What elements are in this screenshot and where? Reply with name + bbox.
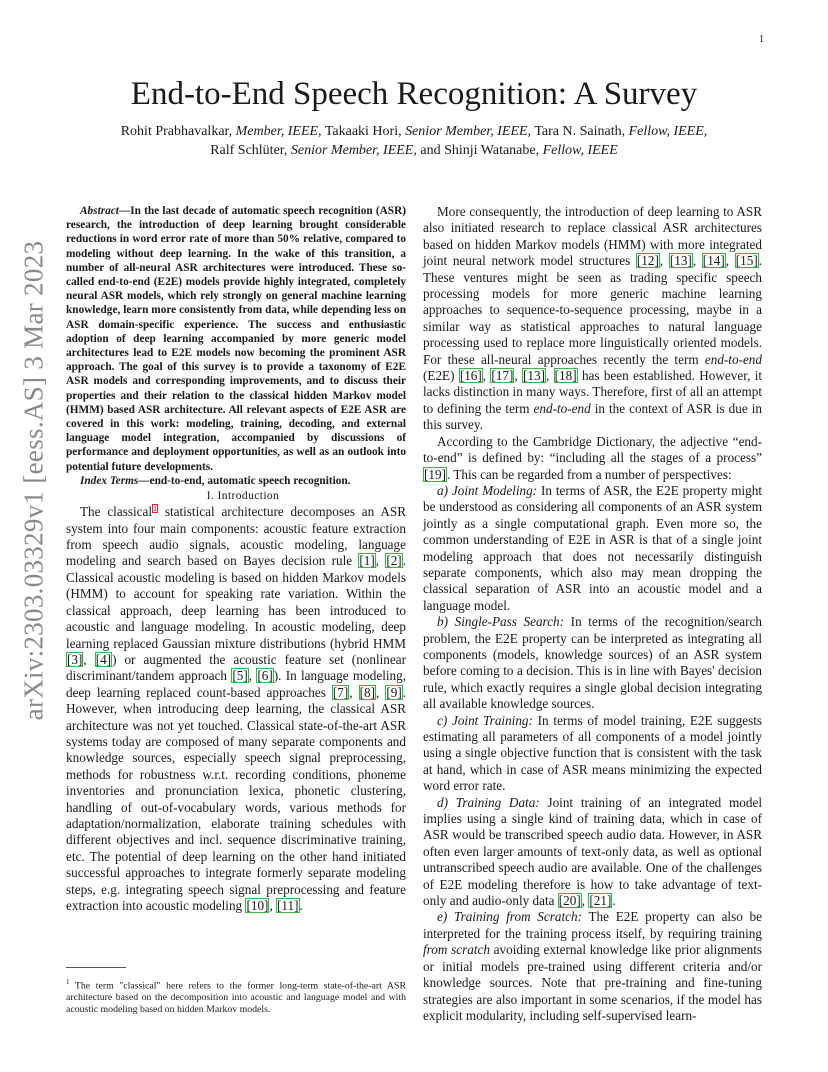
citation-link[interactable]: [8] xyxy=(359,684,375,700)
citation-link[interactable]: [18] xyxy=(554,368,577,384)
index-terms xyxy=(66,474,406,488)
paragraph-label: c) Joint Training: xyxy=(437,712,533,728)
author-name: Takaaki Hori, xyxy=(324,124,402,139)
body-paragraph: According to the Cambridge Dictionary, the adjective “end-to-end” is defined by: “including all the stages of a process” [19]. This can be regarded from a number of perspectives: xyxy=(423,433,762,482)
author-role: Fellow, IEEE, xyxy=(628,124,708,139)
paragraph-label: b) Single-Pass Search: xyxy=(437,614,565,630)
definition-joint-training: c) Joint Training: In terms of model training, E2E suggests estimating all parameters of all components of a model jointly using a single objective function that is consistent with the task at hand, which in case of ASR means minimizing the expected word error rate. xyxy=(423,712,762,794)
author-name: and Shinji Watanabe, xyxy=(420,143,540,158)
citation-link[interactable]: [12] xyxy=(636,253,659,269)
definition-single-pass-search: b) Single-Pass Search: In terms of the recognition/search problem, the E2E property can be interpreted as integrating all components (models, knowledge sources) of an ASR system before coming to a decision. This is in line with Bayes' decision rule, which exactly requires a single global decision integrating all available knowledge sources. xyxy=(423,614,762,712)
author-role: Senior Member, IEEE, xyxy=(290,143,417,158)
index-terms-text: —end-to-end, automatic speech recognition. xyxy=(138,474,351,487)
citation-link[interactable]: [19] xyxy=(424,466,446,482)
arxiv-stamp xyxy=(14,240,54,720)
paragraph-label: a) Joint Modeling: xyxy=(437,482,538,498)
citation-link[interactable]: [21] xyxy=(589,893,612,909)
citation-link[interactable]: [14] xyxy=(702,253,725,269)
footnote-mark: 1 xyxy=(66,978,70,986)
citation-link[interactable]: [5] xyxy=(232,668,248,684)
citation-link[interactable]: [6] xyxy=(257,668,273,684)
citation-link[interactable]: [17] xyxy=(491,368,514,384)
left-column xyxy=(66,204,406,914)
author-role: Fellow, IEEE xyxy=(542,143,618,158)
author-role: Senior Member, IEEE, xyxy=(405,124,532,139)
abstract-text: —In the last decade of automatic speech recognition (ASR) research, the introduction of deep learning brought considerable reductions in word error rate of more than 50% relative, compared to modeling without deep learning. In the wake of this transition, a number of all-neural ASR architectures were introduced. These so-called end-to-end (E2E) models provide highly integrated, completely neural ASR models, which rely strongly on general machine learning knowledge, learn more consistently from data, while depending less on ASR domain-specific experience. The success and enthusiastic adoption of deep learning accompanied by more generic model architectures lead to E2E models now becoming the prominent ASR approach. The goal of this survey is to provide a taxonomy of E2E ASR models and corresponding improvements, and to discuss their properties and their relation to the classical hidden Markov model (HMM) based ASR architecture. All relevant aspects of E2E ASR are covered in this work: modeling, training, decoding, and external language model integration, accompanied by discussions of performance and deployment opportunities, as well as an outlook into potential future developments. xyxy=(66,205,406,473)
definition-training-data: d) Training Data: Joint training of an integrated model implies using a single kind of training data, which in case of ASR would be transcribed speech audio data. However, in ASR often even larger amounts of text-only data, as well as optional untranscribed speech audio are available. One of the challenges of E2E modeling therefore is how to take advantage of text-only and audio-only data [20], [21]. xyxy=(423,794,762,909)
citation-link[interactable]: [9] xyxy=(386,684,402,700)
footnote xyxy=(66,976,406,1016)
author-name: Rohit Prabhavalkar, xyxy=(120,124,233,139)
abstract xyxy=(66,204,406,474)
author-role: Member, IEEE, xyxy=(235,124,322,139)
body-paragraph: More consequently, the introduction of deep learning to ASR also initiated research to replace classical ASR architectures based on hidden Markov models (HMM) with more integrated joint neural network model structures [12], [13], [14], [15]. These ventures might be seen as trading specific speech processing models for more generic machine learning approaches to sequence-to-sequence processing, maybe in a similar way as statistical approaches to natural language processing used to replace more linguistically oriented models. For these all-neural approaches recently the term end-to-end (E2E) [16], [17], [13], [18] has been established. However, it lacks distinction in many ways. Therefore, first of all an attempt to defining the term end-to-end in the context of ASR is due in this survey. xyxy=(423,204,763,433)
citation-link[interactable]: [2] xyxy=(386,553,402,569)
footnote-divider xyxy=(66,967,126,968)
definition-joint-modeling: a) Joint Modeling: In terms of ASR, the E2E property might be understood as considering all components of an ASR system jointly as a single computational graph. Even more so, the common understanding of E2E in ASR is that of a single joint modeling approach that does not necessarily distinguish separate components, which also may mean dropping the classical separation of ASR into an acoustic model and a language model. xyxy=(423,482,762,613)
author-name: Tara N. Sainath, xyxy=(534,124,626,139)
right-column xyxy=(423,204,762,1024)
paper-title: End-to-End Speech Recognition: A Survey xyxy=(130,76,698,112)
citation-link[interactable]: [1] xyxy=(359,553,375,569)
footnote-link[interactable]: 1 xyxy=(153,503,157,513)
section-heading: I. Introduction xyxy=(206,489,280,502)
citation-link[interactable]: [13] xyxy=(523,368,546,384)
citation-link[interactable]: [7] xyxy=(332,684,349,700)
author-list xyxy=(60,122,768,160)
citation-link[interactable]: [11] xyxy=(277,898,299,914)
author-name: Ralf Schlüter, xyxy=(210,143,288,158)
citation-link[interactable]: [16] xyxy=(459,368,482,384)
citation-link[interactable]: [10] xyxy=(246,898,269,914)
definition-training-from-scratch: e) Training from Scratch: The E2E property can also be interpreted for the training process itself, by requiring training from scratch avoiding external knowledge like prior alignments or initial models pre-trained using different criteria and/or knowledge sources. Note that pre-training and fine-tuning strategies are also important in some scenarios, if the model has explicit modularity, including self-supervised learn- xyxy=(423,909,762,1023)
citation-link[interactable]: [13] xyxy=(669,253,692,269)
citation-link[interactable]: [20] xyxy=(558,893,581,909)
arxiv-stamp-text: arXiv:2303.03329v1 [eess.AS] 3 Mar 2023 xyxy=(18,240,49,720)
citation-link[interactable]: [4] xyxy=(95,651,112,667)
footnote-text: The term "classical" here refers to the former long-term state-of-the-art ASR architecture based on the decomposition into acoustic and language model and with acoustic modeling based on hidden Markov models. xyxy=(66,980,406,1016)
paragraph-label: e) Training from Scratch: xyxy=(437,909,582,925)
citation-link[interactable]: [15] xyxy=(735,253,758,269)
intro-paragraph: The classical$^1$ statistical architecture decomposes an ASR system into four main components: acoustic feature extraction from speech audio signals, acoustic modeling, language modeling and search based on Bayes decision rule [1], [2]. Classical acoustic modeling is based on hidden Markov models (HMM) to account for speaking rate variation. Within the classical approach, deep learning has been introduced to acoustic and language modeling. In acoustic modeling, deep learning replaced Gaussian mixture distributions (hybrid HMM [3], [4]) or augmented the acoustic feature set (nonlinear discriminant/tandem approach [5], [6]). In language modeling, deep learning replaced count-based approaches [7], [8], [9]. However, when introducing deep learning, the classical ASR architecture was not yet touched. Classical state-of-the-art ASR systems today are composed of many separate components and knowledge sources, especially speech signal preprocessing, methods for robustness w.r.t. recording conditions, phoneme inventories and pronunciation lexica, phonetic clustering, handling of out-of-vocabulary words, various methods for adaptation/normalization, elaborate training schedules with different objectives and incl. sequence discriminative training, etc. The potential of deep learning on the other hand initiated successful approaches to integrate formerly separate modeling steps, e.g. integrating speech signal preprocessing and feature extraction into acoustic modeling [10], [11]. xyxy=(66,503,407,914)
citation-link[interactable]: [3] xyxy=(67,651,83,667)
abstract-label: Abstract xyxy=(80,205,119,217)
page-number: 1 xyxy=(759,34,764,45)
paragraph-label: d) Training Data: xyxy=(437,794,540,810)
index-terms-label: Index Terms xyxy=(80,474,139,487)
